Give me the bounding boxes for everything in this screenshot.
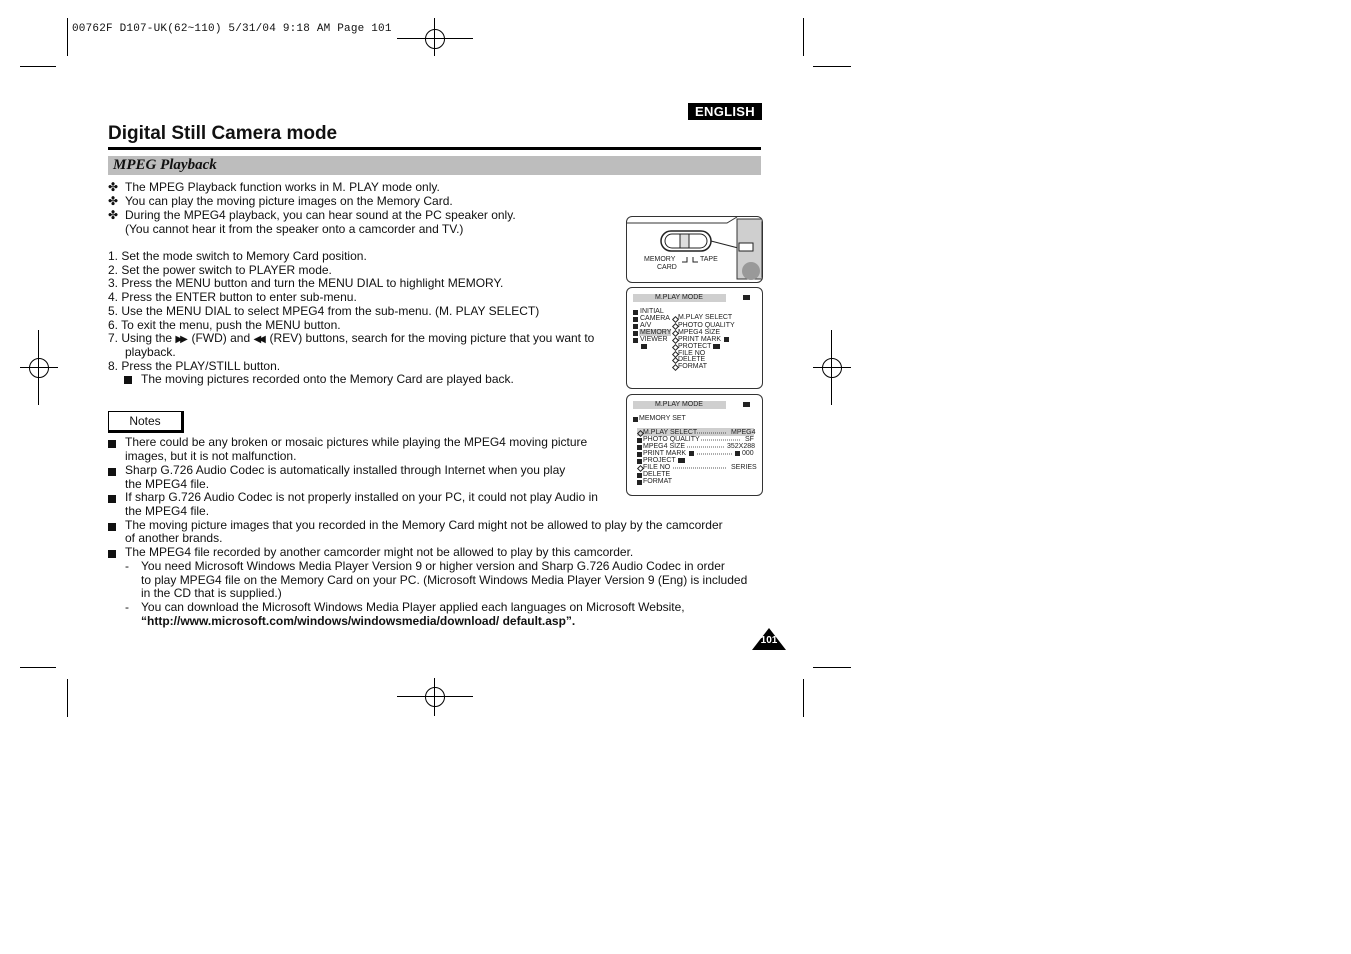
notes-label: Notes (108, 411, 184, 433)
step-8-sub: The moving pictures recorded onto the Memory Card are played back. (141, 372, 514, 386)
menu-folder-icon (633, 317, 638, 322)
step: 5. Use the MENU DIAL to select MPEG4 from the sub-menu. (M. PLAY SELECT) (108, 304, 540, 318)
menu-row-value: SF (745, 436, 754, 443)
step: 2. Set the power switch to PLAYER mode. (108, 263, 332, 277)
note-item: The MPEG4 file recorded by another camcorder might not be allowed to play by this camcorder. (125, 545, 634, 559)
note-item: There could be any broken or mosaic pictures while playing the MPEG4 moving picture (125, 435, 588, 449)
switch-label-card: CARD (657, 264, 677, 271)
intro-bullet-continued: (You cannot hear it from the speaker onto a camcorder and TV.) (125, 222, 464, 236)
crop-mark (67, 679, 68, 717)
menu-folder-icon (633, 324, 638, 329)
menu-row-value: 352X288 (727, 443, 756, 450)
menu-heading: MEMORY SET (639, 415, 686, 422)
menu-right-item: PHOTO QUALITY (678, 322, 735, 329)
cross-bullet-icon: ✤ (108, 208, 119, 222)
menu-folder-icon (641, 344, 647, 349)
cross-bullet-icon: ✤ (108, 194, 119, 208)
menu-title: M.PLAY MODE (655, 294, 703, 301)
menu-row-label: FILE NO (643, 464, 671, 471)
menu-row-label: MPEG4 SIZE (643, 443, 686, 450)
step: 8. Press the PLAY/STILL button. (108, 359, 281, 373)
step-7 (108, 331, 594, 347)
menu-folder-icon (633, 338, 638, 343)
menu-left-item: A/V (640, 322, 652, 329)
menu-row-label: PROJECT (643, 457, 676, 464)
protect-icon (713, 344, 720, 349)
note-item: The moving picture images that you recorded in the Memory Card might not be allowed to play by the camcorder (125, 518, 723, 532)
note-item-continued: of another brands. (125, 531, 223, 545)
menu-right-item: MPEG4 SIZE (678, 329, 721, 336)
menu-row-label: PHOTO QUALITY (643, 436, 700, 443)
square-bullet-icon (108, 492, 116, 506)
mode-switch-illustration (626, 216, 763, 283)
menu-left-item: VIEWER (640, 336, 668, 343)
intro-bullet: You can play the moving picture images on the Memory Card. (125, 194, 453, 208)
note-sub-item: You need Microsoft Windows Media Player Version 9 or higher version and Sharp G.726 Audio Codec in order (141, 559, 725, 573)
intro-bullet: During the MPEG4 playback, you can hear sound at the PC speaker only. (125, 208, 516, 222)
rewind-icon: ◀◀ (253, 334, 263, 345)
print-mark-icon (735, 451, 740, 456)
dash-bullet: - (125, 559, 129, 573)
crop-mark (20, 667, 56, 668)
menu-row-value: 000 (742, 450, 754, 457)
menu-row-label: DELETE (643, 471, 671, 478)
step-7-rev: (REV) buttons, search for the moving picture that you want to (269, 331, 595, 345)
square-bullet-icon (124, 373, 132, 387)
registration-circle (425, 687, 445, 707)
registration-circle (29, 358, 49, 378)
square-bullet-icon (108, 437, 116, 451)
dash-bullet: - (125, 600, 129, 614)
print-header: 00762F D107-UK(62~110) 5/31/04 9:18 AM Page 101 (72, 23, 392, 35)
menu-row-label: M.PLAY SELECT (643, 429, 698, 436)
menu-title: M.PLAY MODE (655, 401, 703, 408)
menu-row-value: MPEG4 (731, 429, 756, 436)
crop-mark (813, 667, 851, 668)
protect-icon (678, 458, 685, 463)
menu-left-item: INITIAL (640, 308, 664, 315)
menu-folder-icon (637, 445, 642, 450)
note-sub-item-continued: in the CD that is supplied.) (141, 586, 282, 600)
menu-left-item-selected: MEMORY (640, 329, 672, 336)
menu-row-value: SERIES (731, 464, 757, 471)
menu-folder-icon (637, 452, 642, 457)
menu-folder-icon (633, 331, 638, 336)
note-item-continued: images, but it is not malfunction. (125, 449, 297, 463)
print-mark-icon (724, 337, 729, 342)
step: 1. Set the mode switch to Memory Card position. (108, 249, 367, 263)
crop-mark (803, 18, 804, 56)
registration-circle (425, 29, 445, 49)
note-item: Sharp G.726 Audio Codec is automatically installed through Internet when you play (125, 463, 566, 477)
switch-label-tape: TAPE (700, 256, 718, 263)
memory-card-icon (743, 402, 750, 407)
step-7-fwd: (FWD) and (191, 331, 251, 345)
menu-left-item: CAMERA (640, 315, 670, 322)
page-title: Digital Still Camera mode (108, 123, 338, 144)
note-item-continued: the MPEG4 file. (125, 504, 210, 518)
menu-screen-1 (626, 287, 763, 389)
menu-row-label: PRINT MARK (643, 450, 687, 457)
title-rule (108, 147, 761, 150)
menu-row-label: FORMAT (643, 478, 673, 485)
step-7-continued: playback. (125, 345, 176, 359)
intro-bullet: The MPEG Playback function works in M. PLAY mode only. (125, 180, 440, 194)
menu-folder-icon (637, 473, 642, 478)
square-bullet-icon (108, 520, 116, 534)
print-mark-icon (689, 451, 694, 456)
menu-right-item: PRINT MARK (678, 336, 722, 343)
switch-label-memory: MEMORY (644, 256, 676, 263)
menu-right-item: M.PLAY SELECT (678, 314, 733, 321)
crop-mark (67, 18, 68, 56)
step: 3. Press the MENU button and turn the MENU DIAL to highlight MEMORY. (108, 276, 504, 290)
step: 4. Press the ENTER button to enter sub-menu. (108, 290, 357, 304)
menu-right-item: FILE NO (678, 350, 706, 357)
menu-right-item: FORMAT (678, 363, 708, 370)
menu-folder-icon (637, 459, 642, 464)
crop-mark (813, 66, 851, 67)
note-item-continued: the MPEG4 file. (125, 477, 210, 491)
language-badge: ENGLISH (688, 103, 762, 120)
cross-bullet-icon: ✤ (108, 180, 119, 194)
menu-folder-icon (633, 417, 638, 422)
square-bullet-icon (108, 547, 116, 561)
page-number: 101 (760, 635, 778, 646)
mode-switch-drawing (627, 217, 762, 282)
note-item: If sharp G.726 Audio Codec is not properly installed on your PC, it could not play Audio in (125, 490, 598, 504)
step: 6. To exit the menu, push the MENU button. (108, 318, 341, 332)
crop-mark (803, 679, 804, 717)
fast-forward-icon: ▶▶ (175, 334, 185, 345)
menu-folder-icon (637, 438, 642, 443)
menu-folder-icon (633, 310, 638, 315)
square-bullet-icon (108, 465, 116, 479)
menu-folder-icon (637, 480, 642, 485)
download-url: “http://www.microsoft.com/windows/windowsmedia/download/ default.asp”. (141, 614, 576, 628)
step-7-prefix: 7. Using the (108, 331, 173, 345)
section-title: MPEG Playback (113, 157, 217, 173)
crop-mark (20, 66, 56, 67)
menu-screen-2 (626, 394, 763, 496)
memory-card-icon (743, 295, 750, 300)
registration-circle (822, 358, 842, 378)
menu-right-item: DELETE (678, 356, 706, 363)
menu-right-item: PROTECT (678, 343, 712, 350)
note-sub-item: You can download the Microsoft Windows Media Player applied each languages on Microsoft Website, (141, 600, 685, 614)
note-sub-item-continued: to play MPEG4 file on the Memory Card on your PC. (Microsoft Windows Media Player Version 9 (Eng) is included (141, 573, 748, 587)
